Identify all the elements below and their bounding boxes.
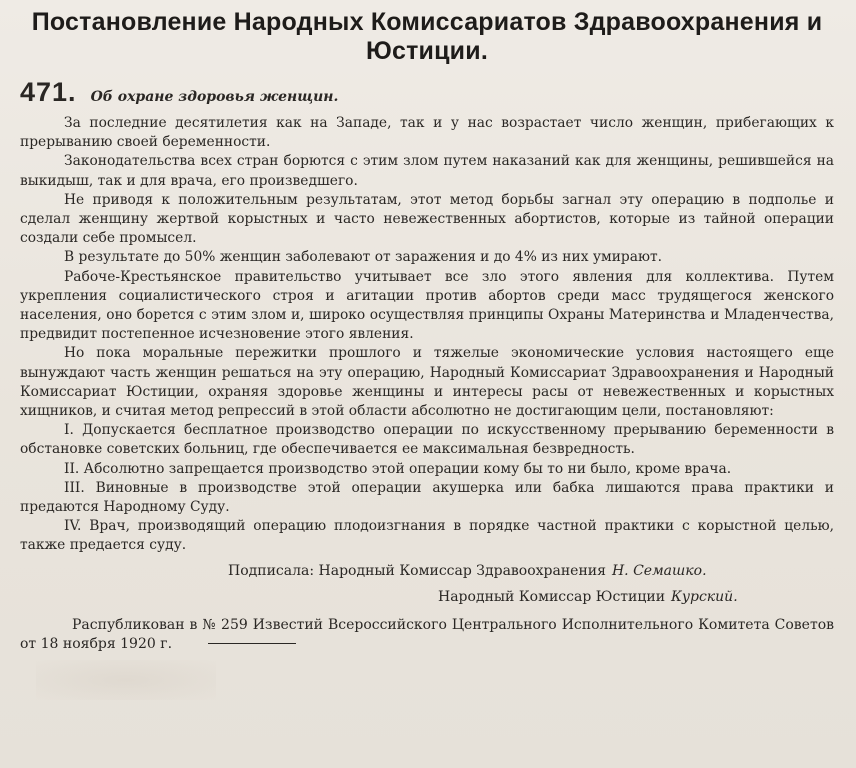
publication-note — [20, 616, 834, 654]
decree-clause-4: IV. Врач, производящий операцию плодоизгнания в порядке частной практики с корыстной целью, также предается суду. — [20, 518, 834, 554]
signature-role: Подписала: Народный Комиссар Здравоохранения — [228, 562, 606, 579]
paper-smudge — [36, 660, 216, 700]
signature-name: Курский. — [671, 588, 738, 605]
decree-title: Об охране здоровья женщин. — [90, 89, 339, 105]
paragraph: В результате до 50% женщин заболевают от заражения и до 4% из них умирают. — [64, 249, 663, 266]
signature-role: Народный Комиссар Юстиции — [438, 588, 666, 605]
decree-number: 471. — [20, 77, 77, 107]
decree-clause-2: II. Абсолютно запрещается производство этой операции кому бы то ни было, кроме врача. — [64, 460, 732, 477]
decree-header — [20, 77, 834, 108]
signature-block — [20, 558, 834, 610]
decree-clause-3: III. Виновные в производстве этой операции акушерка или бабка лишаются права практики и предаются Народному Суду. — [20, 479, 834, 516]
decree-clause-1: I. Допускается бесплатное производство операции по искусственному прерыванию беременности в обстановке советских больниц, где обеспечивается ее максимальная безвредность. — [20, 422, 834, 458]
signature-health-commissar — [20, 558, 834, 584]
paragraph: За последние десятилетия как на Западе, так и у нас возрастает число женщин, прибегающих к прерыванию своей беременности. — [20, 115, 834, 151]
heading-line-2: Юстиции. — [366, 37, 488, 65]
signature-name: Н. Семашко. — [611, 562, 707, 579]
heading-line-1: Постановление Народных Комиссариатов Здравоохранения и — [31, 8, 823, 36]
decree-body — [20, 114, 834, 556]
paragraph: Но пока моральные пережитки прошлого и тяжелые экономические условия настоящего еще вынуждают часть женщин решаться на эту операцию, Народный Комиссариат Здравоохранения и Народный Комиссариат Юстиции, охраняя здоровье женщины и интересы расы от невежественных и корыстных хищников, и считая метод репрессий в этой области абсолютно не достигающим цели, постановляют: — [20, 345, 834, 420]
document-heading — [20, 8, 834, 65]
paragraph: Не приводя к положительным результатам, этот метод борьбы загнал эту операцию в подполье и сделал женщину жертвой корыстных и часто невежественных абортистов, которые из тайной операции создали себе промысел. — [20, 191, 834, 247]
signature-justice-commissar — [20, 584, 834, 610]
end-rule-divider — [208, 643, 296, 644]
publication-text: Распубликован в № 259 Известий Всероссийского Центрального Исполнительного Комитета Советов от 18 ноября 1920 г. — [20, 616, 834, 652]
paragraph: Рабоче-Крестьянское правительство учитывает все зло этого явления для коллектива. Путем укрепления социалистического строя и агитации против абортов среди масс трудящегося женского населения, оно борется с этим злом и, широко осуществляя принципы Охраны Материнства и Младенчества, предвидит постепенное исчезновение этого явления. — [20, 268, 834, 343]
paragraph: Законодательства всех стран борются с этим злом путем наказаний как для женщины, решившейся на выкидыш, так и для врача, его произведшего. — [20, 153, 834, 189]
